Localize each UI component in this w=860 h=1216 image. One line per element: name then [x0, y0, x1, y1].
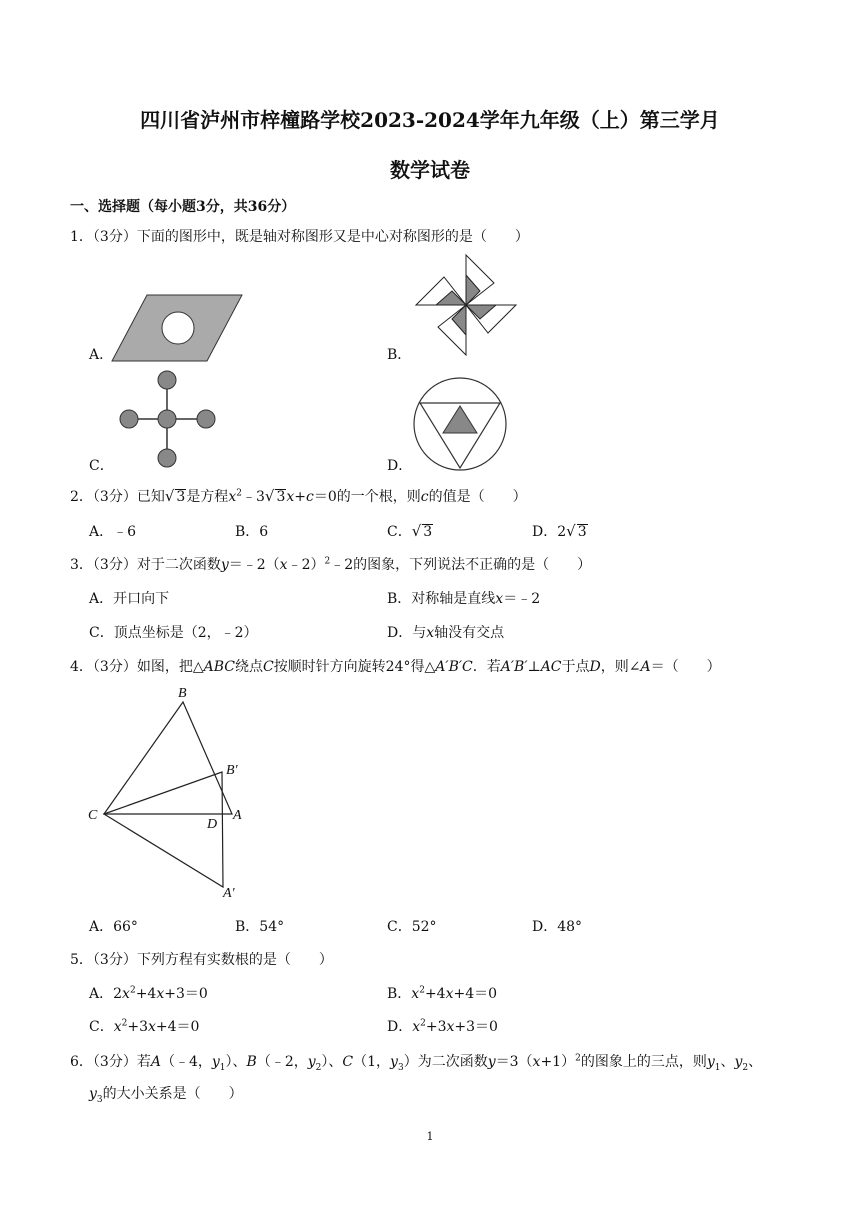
label-b: B [178, 686, 187, 701]
label-a: A [233, 808, 242, 823]
figure-circle-triangles [412, 376, 508, 472]
question-6-stem: 6．（3分）若A（﹣4，$y_1$）、B（﹣2，$y_2$）、C（1，$y_3$）为二次函数$y=3(x+1)^2$的图象上的三点，则$y_1$、$y_2$、 [70, 1053, 763, 1073]
question-3-stem: 3．（3分）对于二次函数y＝﹣2（x﹣2）$^2$﹣2的图象，下列说法不正确的是（ ） [70, 556, 592, 573]
q4-option-a[interactable]: A．66° [89, 919, 138, 935]
figure-rotated-triangles [80, 680, 280, 910]
question-5-stem: 5．（3分）下列方程有实数根的是（ ） [70, 952, 333, 968]
q3-option-a[interactable]: A．开口向下 [89, 591, 170, 607]
label-a-prime: A′ [223, 886, 235, 901]
question-1-stem: 1．（3分）下面的图形中，既是轴对称图形又是中心对称图形的是（ ） [70, 229, 529, 245]
question-6-line-2: $y_3$的大小关系是（ ） [89, 1086, 243, 1105]
figure-parallelogram-circle [112, 295, 242, 365]
q3-option-d[interactable]: D．与x轴没有交点 [387, 625, 505, 641]
q2-option-d[interactable]: D．2√ 3 [532, 522, 587, 540]
q3-option-c[interactable]: C．顶点坐标是（2，﹣2） [89, 625, 258, 641]
q4-option-b[interactable]: B．54° [235, 919, 285, 935]
figure-pinwheel [414, 253, 518, 357]
q3-option-b[interactable]: B．对称轴是直线x＝﹣2 [387, 591, 541, 607]
label-c: C [88, 808, 98, 823]
question-4-stem: 4．（3分）如图，把△ABC绕点C按顺时针方向旋转24°得△A′B′C．若A′B′⊥AC于点D，则∠A＝（ ） [70, 659, 721, 675]
label-d: D [207, 817, 218, 832]
q5-option-a[interactable]: A．$2x^2+4x+3=0$ [89, 985, 208, 1002]
q1-option-c[interactable]: C． [89, 458, 114, 474]
figure-cross-dots [124, 368, 224, 468]
q5-option-c[interactable]: C．$x^2+3x+4=0$ [89, 1018, 200, 1035]
q2-option-c[interactable]: C．√ 3 [387, 522, 433, 540]
q2-option-b[interactable]: B．6 [235, 524, 269, 540]
q1-option-b[interactable]: B． [387, 347, 412, 363]
q4-option-d[interactable]: D．48° [532, 919, 583, 935]
q4-option-c[interactable]: C．52° [387, 919, 437, 935]
q5-option-d[interactable]: D．$x^2+3x+3=0$ [387, 1018, 498, 1035]
label-b-prime: B′ [226, 763, 238, 778]
page-number: 1 [426, 1130, 434, 1143]
title-line-2: 数学试卷 [390, 158, 470, 182]
q5-option-b[interactable]: B．$x^2+4x+4=0$ [387, 985, 498, 1002]
section-heading: 一、选择题（每小题3分，共36分） [70, 199, 296, 215]
question-2-stem: 2．（3分）已知√ 3是方程$x^2﹣3√$ 3x+c＝0的一个根，则c的值是（ ） [70, 487, 527, 505]
q1-option-d[interactable]: D． [387, 458, 413, 474]
q1-option-a[interactable]: A． [89, 347, 114, 363]
title-line-1: 四川省泸州市梓橦路学校2023-2024学年九年级（上）第三学月 [140, 108, 720, 132]
q2-option-a[interactable]: A．﹣6 [89, 524, 137, 540]
